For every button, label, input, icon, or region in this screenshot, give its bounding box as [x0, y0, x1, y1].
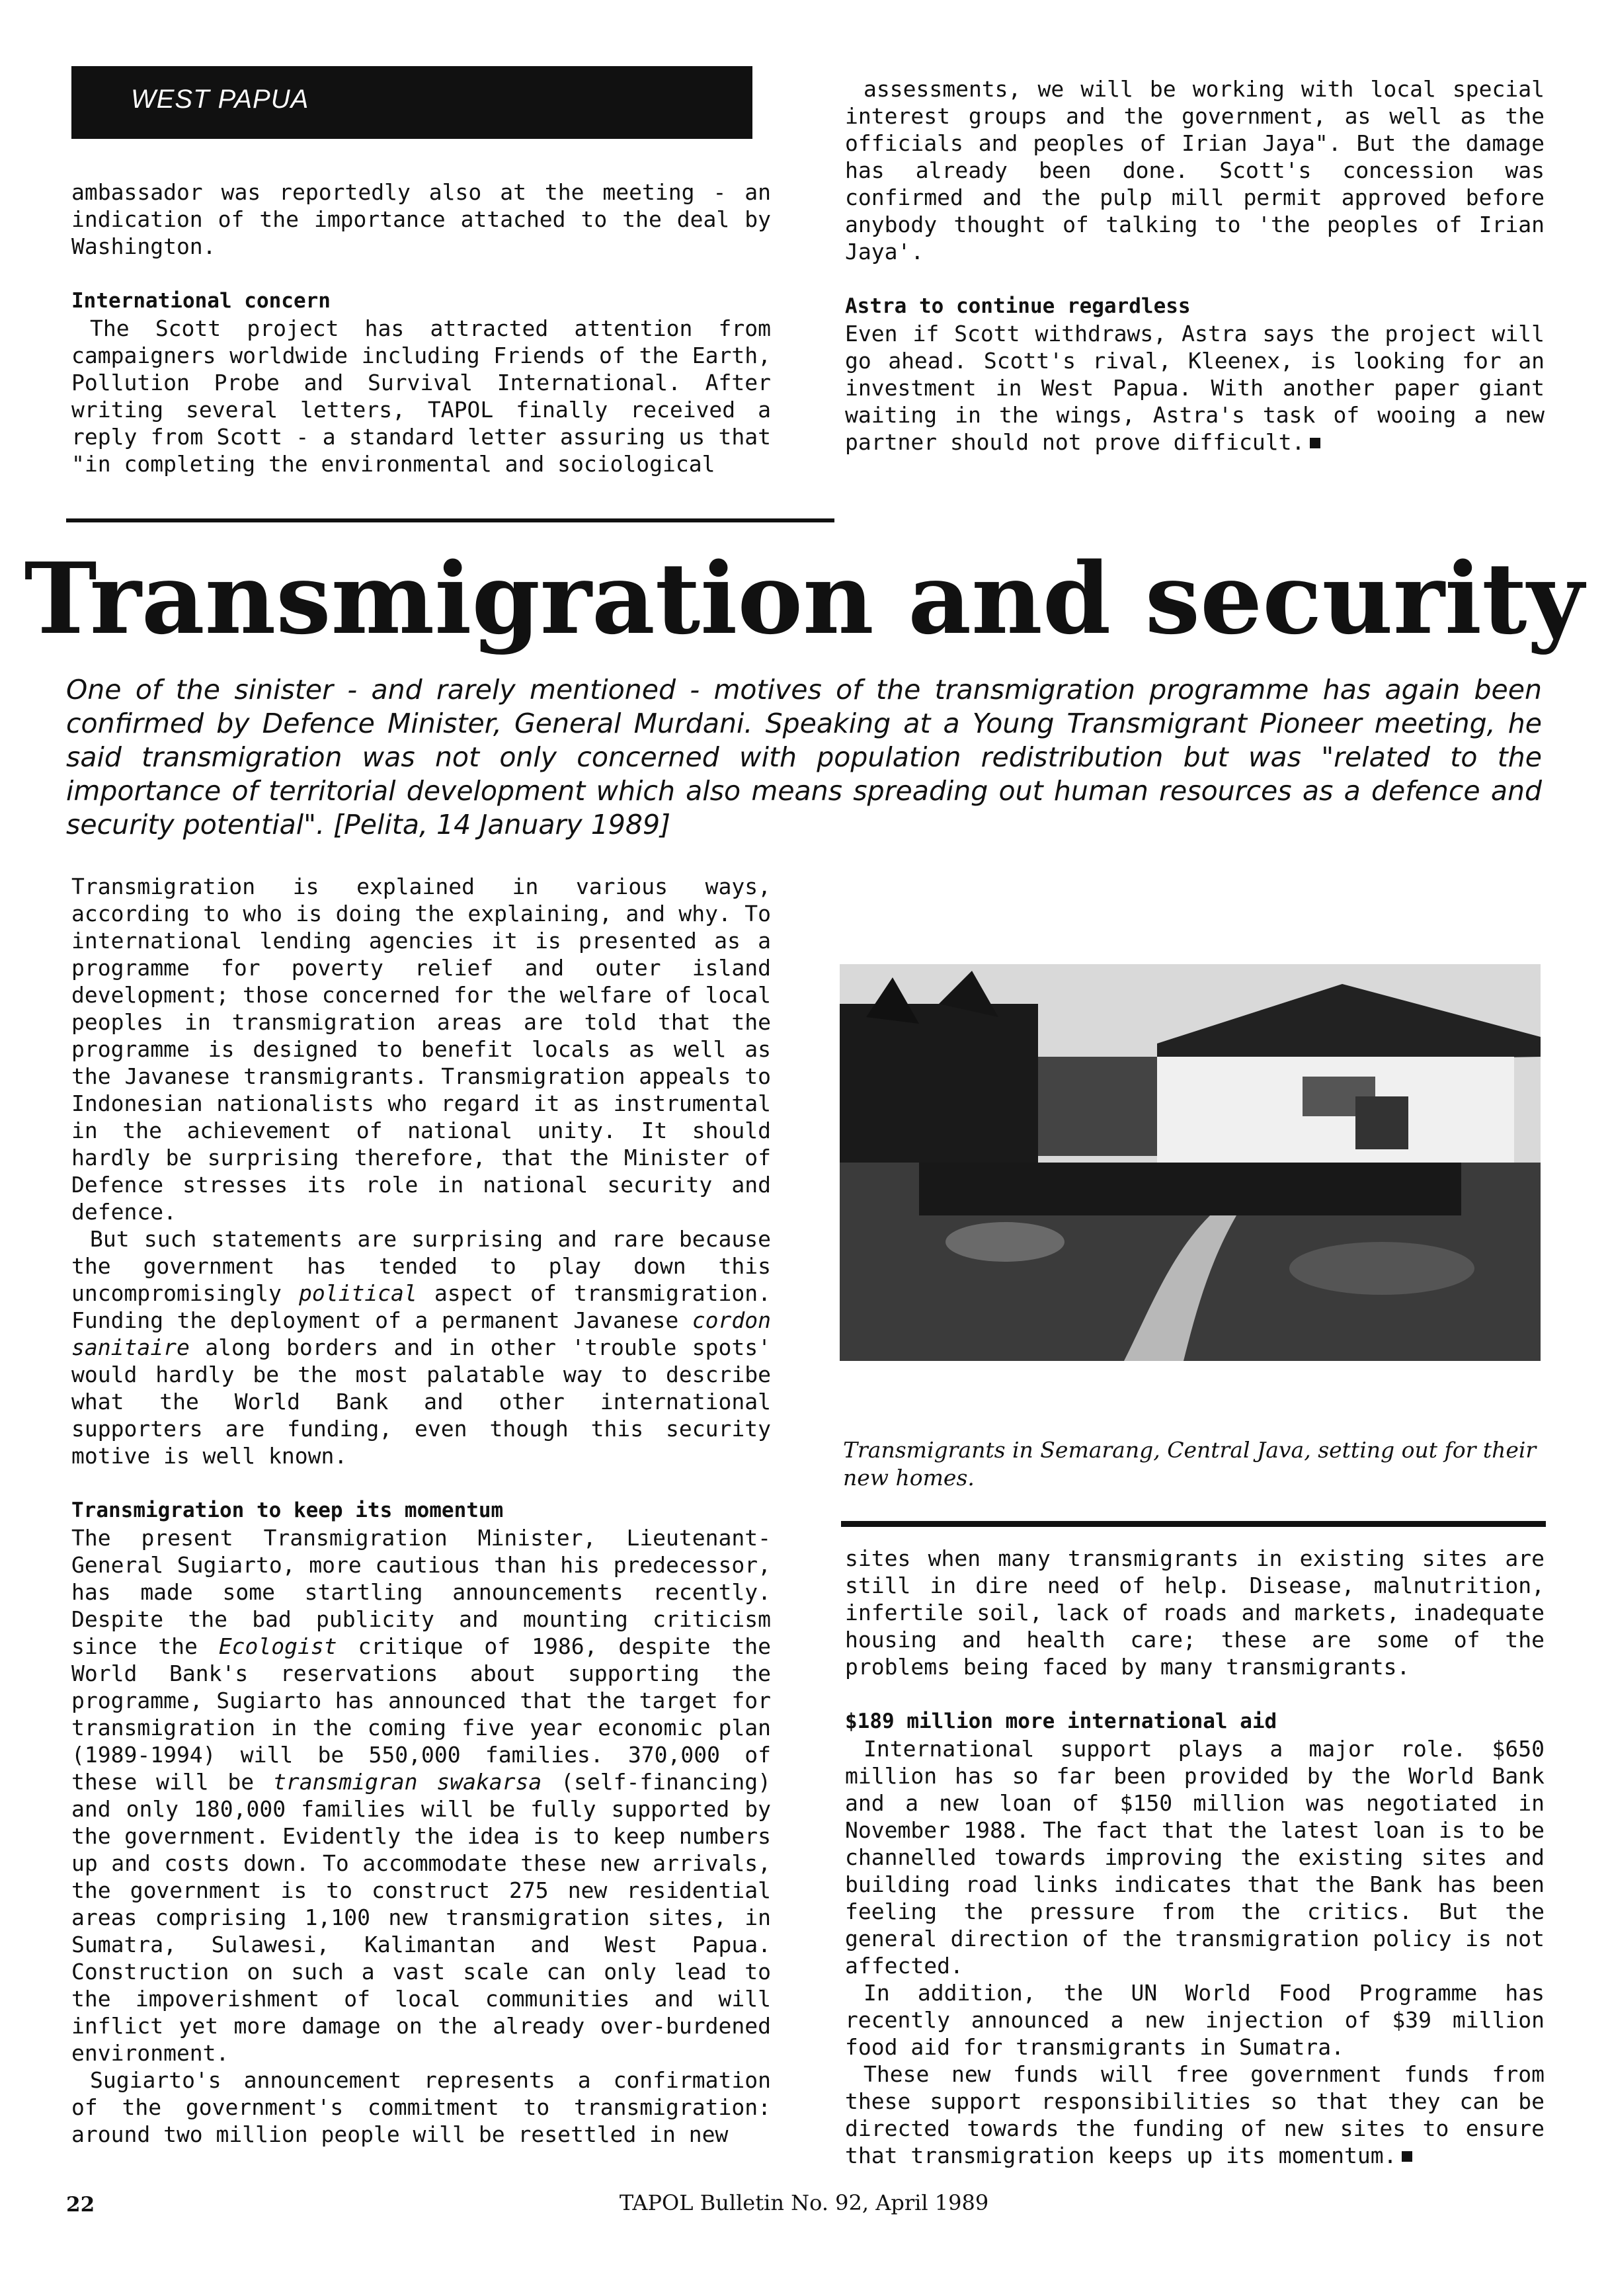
paragraph: [71, 1225, 771, 1469]
paragraph-text: Even if Scott withdraws, Astra says the project will go ahead. Scott's rival, Kleenex, is looking for an investment in West Papua. With another paper giant waiting in the wings, Astra's task of wooing a new partner should not prove difficult.: [845, 321, 1545, 455]
paragraph: ambassador was reportedly also at the meeting - an indication of the importance attached to the deal by Washington.: [71, 179, 771, 259]
photo-transmigrants: [840, 964, 1541, 1361]
publication-footer: TAPOL Bulletin No. 92, April 1989: [619, 2190, 989, 2215]
subheading: Transmigration to keep its momentum: [71, 1498, 504, 1522]
subheading: $189 million more international aid: [845, 1709, 1277, 1733]
top-right-column: [845, 75, 1545, 456]
text-run: But such statements are surprising and rare because the government has tended to play down this uncompromisingly: [71, 1226, 771, 1306]
photo-caption: Transmigrants in Semarang, Central Java, setting out for their new homes.: [843, 1437, 1537, 1491]
subheading: International concern: [71, 289, 331, 313]
paragraph-text: These new funds will free government funds from these support responsibilities so that they can be directed towards the funding of new sites to ensure that transmigration keeps up its momentum.: [845, 2061, 1545, 2168]
end-mark-icon: [1402, 2151, 1412, 2162]
paragraph: [71, 1524, 771, 2067]
article-left-column: [71, 873, 771, 2148]
emphasis: transmigran swakarsa: [272, 1769, 542, 1795]
emphasis: Ecologist: [218, 1633, 337, 1659]
text-run: The present Transmigration Minister, Lieutenant-General Sugiarto, more cautious than his predecessor, has made some startling announcements recently. Despite the bad publicity and mounting criticism since the: [71, 1525, 771, 1659]
end-mark-icon: [1310, 438, 1320, 448]
text-run: aspect of transmigration. Funding the deployment of a permanent Javanese: [71, 1280, 771, 1333]
divider-rule: [841, 1521, 1546, 1527]
article-right-column: [845, 1545, 1545, 2169]
paragraph: Transmigration is explained in various ways, according to who is doing the explaining, and why. To international lending agencies it is presented as a programme for poverty relief and outer island development; those concerned for the welfare of local peoples in transmigration areas are told that the programme is designed to benefit locals as well as the Javanese transmigrants. Transmigration appeals to Indonesian nationalists who regard it as instrumental in the achievement of national unity. It should hardly be surprising therefore, that the Minister of Defence stresses its role in national security and defence.: [71, 874, 771, 1225]
section-label: WEST PAPUA: [131, 85, 309, 114]
paragraph: Sugiarto's announcement represents a confirmation of the government's commitment to transmigration: around two million people will be resettled in new: [71, 2067, 771, 2147]
subheading: Astra to continue regardless: [845, 294, 1191, 318]
paragraph: The Scott project has attracted attention from campaigners worldwide including Friends of the Earth, Pollution Probe and Survival International. After writing several letters, TAPOL finally received a reply from Scott - a standard letter assuring us that "in completing the environmental and sociological: [71, 315, 771, 477]
photo-image: [840, 964, 1541, 1361]
emphasis: political: [298, 1280, 417, 1306]
divider-rule: [66, 518, 834, 522]
standfirst: One of the sinister - and rarely mentioned - motives of the transmigration programme has again been confirmed by Defence Minister, General Murdani. Speaking at a Young Transmigrant Pioneer meeting, he said transmigration was not only concerned with population redistribution but was "related to the importance of territorial development which also means spreading out human resources as a defence and security potential". [Pelita, 14 January 1989]: [66, 674, 1542, 840]
paragraph: sites when many transmigrants in existing sites are still in dire need of help. Disease, malnutrition, infertile soil, lack of roads and markets, inadequate housing and health care; these are some of the problems being faced by many transmigrants.: [845, 1545, 1545, 1680]
text-run: critique of 1986, despite the World Bank's reservations about supporting the programme, Sugiarto has announced that the target for transmigration in the coming five year economic plan (1989-1994) will be 550,000 families. 370,000 of these will be: [71, 1633, 771, 1795]
paragraph: In addition, the UN World Food Programme has recently announced a new injection of $39 million food aid for transmigrants in Sumatra.: [845, 1980, 1545, 2060]
top-left-column: [71, 179, 771, 477]
paragraph: assessments, we will be working with local special interest groups and the government, as well as the officials and peoples of Irian Jaya". But the damage has already been done. Scott's concession was confirmed and the pulp mill permit approved before anybody thought of talking to 'the peoples of Irian Jaya'.: [845, 76, 1545, 265]
text-run: (self-financing) and only 180,000 families will be fully supported by the government. Evidently the idea is to keep numbers up and costs down. To accommodate these new arrivals, the government is to construct 275 new residential areas comprising 1,100 new transmigration sites, in Sumatra, Sulawesi, Kalimantan and West Papua. Construction on such a vast scale can only lead to the impoverishment of local communities and will inflict yet more damage on the already over-burdened environment.: [71, 1769, 771, 2066]
emphasis: cordon sanitaire: [71, 1307, 771, 1360]
text-run: along borders and in other 'trouble spots' would hardly be the most palatable way to describe what the World Bank and other international supporters are funding, even though this security motive is well known.: [71, 1334, 771, 1469]
paragraph: International support plays a major role. $650 million has so far been provided by the World Bank and a new loan of $150 million was negotiated in November 1988. The fact that the latest loan is to be channelled towards improving the existing sites and building road links indicates that the Bank has been feeling the pressure from the critics. But the general direction of the transmigration policy is not affected.: [845, 1736, 1545, 1979]
page-number: 22: [66, 2193, 95, 2217]
paragraph: [845, 2061, 1545, 2169]
article-headline: Transmigration and security: [24, 541, 1584, 656]
paragraph: [845, 320, 1545, 456]
section-banner: [71, 66, 752, 139]
